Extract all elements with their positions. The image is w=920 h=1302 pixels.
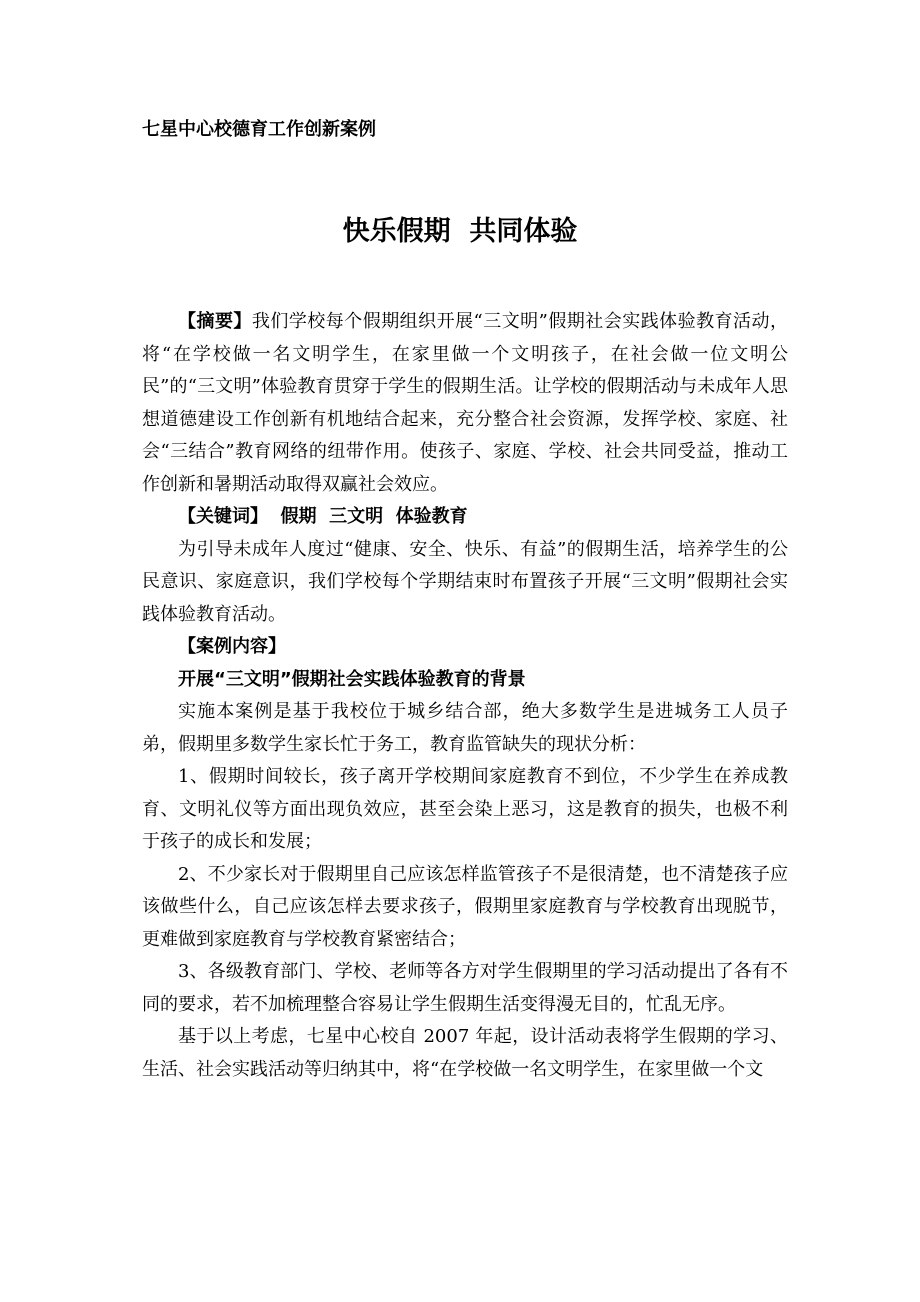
abstract-text: 我们学校每个假期组织开展“三文明”假期社会实践体验教育活动，将“在学校做一名文明学生，在家里做一个文明孩子，在社会做一位文明公民”的“三文明”体验教育贯穿于学生的假期生活。让学校的假期活动与未成年人思想道德建设工作创新有机地结合起来，充分整合社会资源，发挥学校、家庭、社会“三结合”教育网络的纽带作用。使孩子、家庭、学校、社会共同受益，推动工作创新和暑期活动取得双赢社会效应。: [142, 311, 788, 495]
background-paragraph: 实施本案例是基于我校位于城乡结合部，绝大多数学生是进城务工人员子弟，假期里多数学生家长忙于务工，教育监管缺失的现状分析：: [142, 701, 788, 755]
keywords-paragraph: [142, 501, 788, 534]
document-body: [142, 306, 788, 1086]
case-content-label: 【案例内容】: [178, 636, 286, 657]
main-title: 快乐假期 共同体验: [342, 216, 578, 247]
point-item: 1、假期时间较长，孩子离开学校期间家庭教育不到位，不少学生在养成教育、文明礼仪等方面出现负效应，甚至会染上恶习，这是教育的损失，也极不利于孩子的成长和发展；: [142, 766, 788, 852]
closing-paragraph: 基于以上考虑，七星中心校自 2007 年起，设计活动表将学生假期的学习、生活、社会实践活动等归纳其中，将“在学校做一名文明学生，在家里做一个文: [142, 1026, 788, 1080]
keywords-text: 假期 三文明 体验教育: [268, 506, 468, 527]
point-item: 2、不少家长对于假期里自己应该怎样监管孩子不是很清楚，也不清楚孩子应该做些什么，自己应该怎样去要求孩子，假期里家庭教育与学校教育出现脱节，更难做到家庭教育与学校教育紧密结合；: [142, 863, 788, 950]
intro-paragraph: 为引导未成年人度过“健康、安全、快乐、有益”的假期生活，培养学生的公民意识、家庭意识，我们学校每个学期结束时布置孩子开展“三文明”假期社会实践体验教育活动。: [142, 538, 788, 625]
header-title: 七星中心校德育工作创新案例: [142, 119, 376, 140]
abstract-paragraph: [142, 306, 788, 501]
abstract-label: 【摘要】: [178, 311, 252, 332]
background-heading: 开展“三文明”假期社会实践体验教育的背景: [178, 668, 526, 690]
point-item: 3、各级教育部门、学校、老师等各方对学生假期里的学习活动提出了各有不同的要求，若不加梳理整合容易让学生假期生活变得漫无目的，忙乱无序。: [142, 961, 788, 1015]
keywords-label: 【关键词】: [178, 506, 268, 527]
